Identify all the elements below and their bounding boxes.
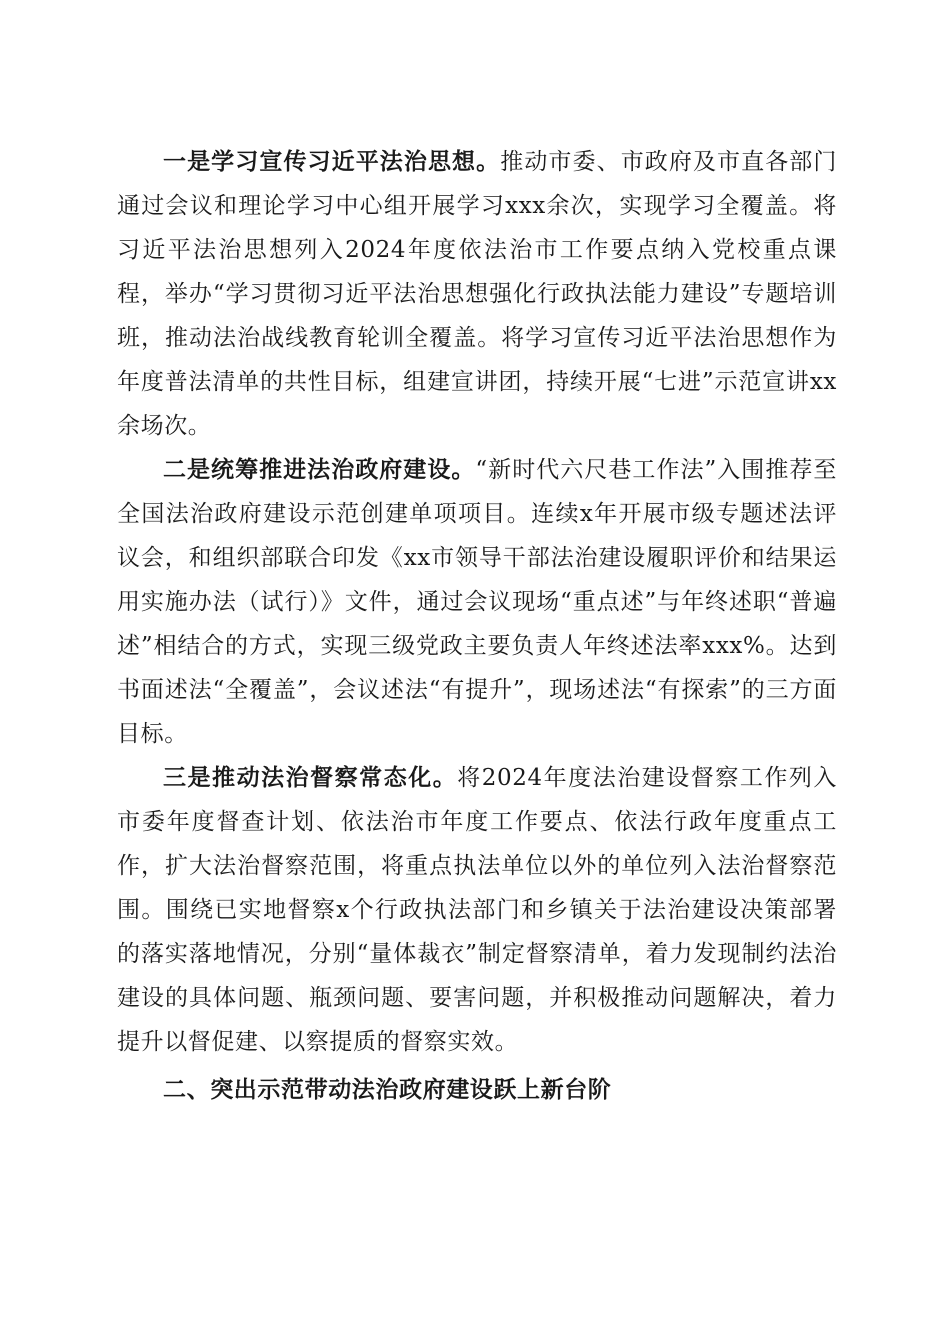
paragraph-text: 推动市委、市政府及市直各部门通过会议和理论学习中心组开展学习xxx余次，实现学习全覆盖。将习近平法治思想列入2024年度依法治市工作要点纳入党校重点课程，举办“学习贯彻习近平法治思想强化行政执法能力建设”专题培训班，推动法治战线教育轮训全覆盖。将学习宣传习近平法治思想作为年度普法清单的共性目标，组建宣讲团，持续开展“七进”示范宣讲xx余场次。 <box>117 149 837 439</box>
paragraph-text: 将2024年度法治建设督察工作列入市委年度督查计划、依法治市年度工作要点、依法行政年度重点工作，扩大法治督察范围，将重点执法单位以外的单位列入法治督察范围。围绕已实地督察x个行政执法部门和乡镇关于法治建设决策部署的落实落地情况，分别“量体裁衣”制定督察清单，着力发现制约法治建设的具体问题、瓶颈问题、要害问题，并积极推动问题解决，着力提升以督促建、以察提质的督察实效。 <box>117 765 838 1055</box>
paragraph-lead: 三是推动法治督察常态化。 <box>163 764 458 791</box>
paragraph-lead: 二是统筹推进法治政府建设。 <box>163 456 476 483</box>
paragraph-lead: 一是学习宣传习近平法治思想。 <box>163 148 501 175</box>
paragraph-law-inspection <box>117 756 837 1064</box>
document-body <box>117 140 837 1112</box>
paragraph-text: “新时代六尺巷工作法”入围推荐至全国法治政府建设示范创建单项项目。连续x年开展市级专题述法评议会，和组织部联合印发《xx市领导干部法治建设履职评价和结果运用实施办法（试行）》文件，通过会议现场“重点述”与年终述职“普遍述”相结合的方式，实现三级党政主要负责人年终述法率xxx%。达到书面述法“全覆盖”，会议述法“有提升”，现场述法“有探索”的三方面目标。 <box>117 457 837 747</box>
section-heading: 二、突出示范带动法治政府建设跃上新台阶 <box>163 1077 612 1103</box>
paragraph-study-law-thought <box>117 140 837 448</box>
paragraph-rule-of-law-government <box>117 448 837 756</box>
